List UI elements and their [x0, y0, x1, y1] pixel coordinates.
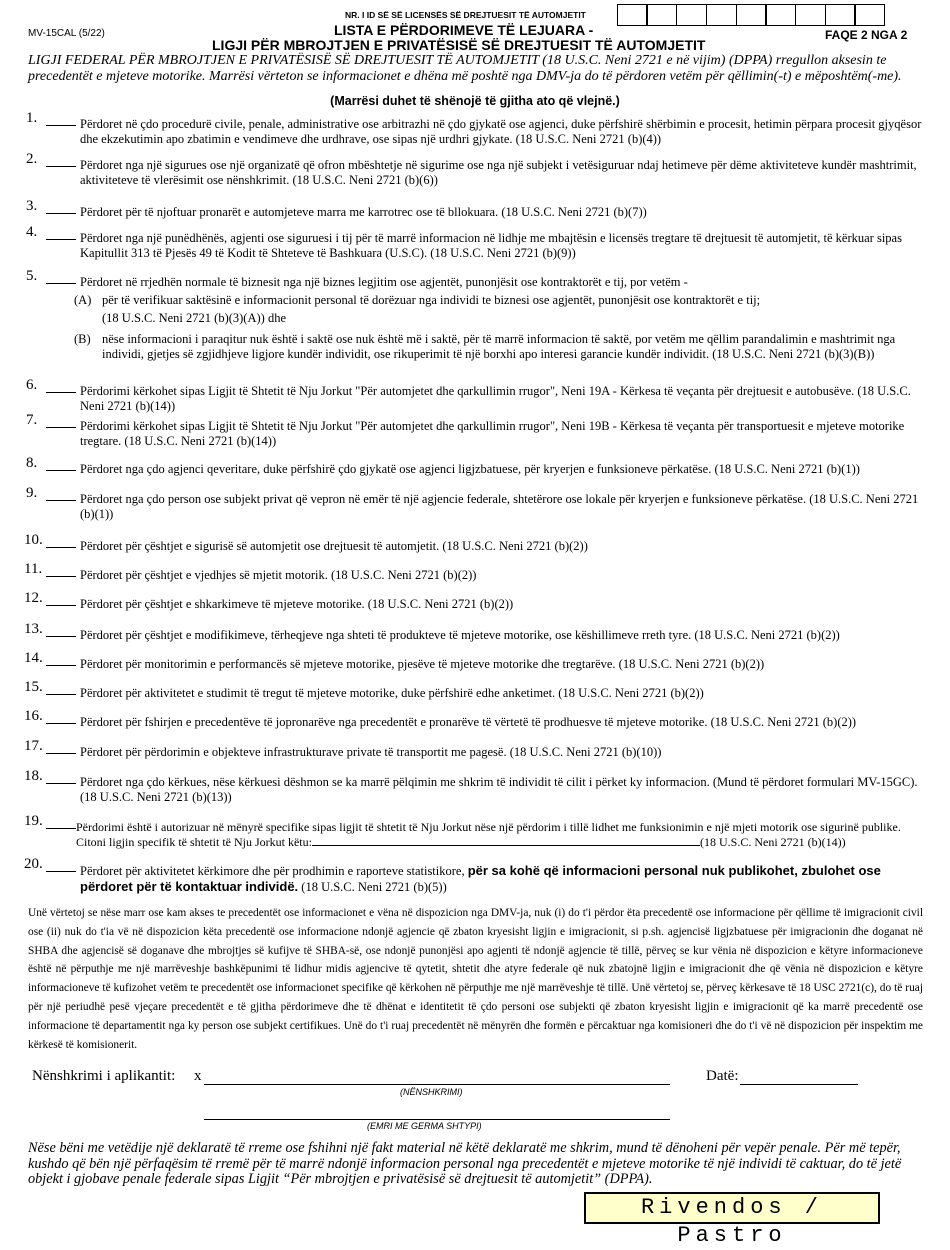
check-line[interactable] [46, 871, 76, 872]
check-line[interactable] [46, 753, 76, 754]
item-text: Përdoret nga çdo person ose subjekt privat që vepron në emër të një agjencie federale, shtetërore ose lokale për kryerjen e funksioneve përkatëse. (18 U.S.C. Neni 2721 (b)(1)) [80, 492, 919, 521]
certification-text: Unë vërtetoj se nëse marr ose kam akses te precedentët ose informacionet e vëna në dispozicion nga DMV-ja, nuk (i) do t'i përdor ëta precedentë ose informacione për qëllime të imigracionit civil ose (ii) nuk do t'ia vë në dispozicion këta precedentë ose informacione ndonjë agjencie që zbaton kryesisht ligjin e imigracionit, si p.sh. agjencisë ligjzbatuese për imigracionin dhe doganat në SHBA dhe agjencisë së doganave dhe mbrojtjes së kufijve të SHBA-së, ose ndonjë punonjësi apo agjenti të ndonjë agjencie të tillë, përveç se kur vënia në dispozicion e këtyre informacioneve është në përputhje me një marrëveshje bashkëpunimi të lidhur midis agjencive të qytetit, shtetit dhe atyre federale që nuk zbatojnë ligjin e imigracionit dhe që vënia në dispozicion e këtyre informacioneve të kufizohet vetëm te precedentët ose informacionet specifike që kërkohen në përputhje me një marrëveshje të tillë. Unë vërtetoj se, përveç kërkesave të 18 USC 2721(c), do të ruaj për një periudhë pesë vjeçare precedentët e të gjitha përdorimeve dhe të dhënat e identitetit të çdo personi ose subjekti që zbaton kryesisht ligjin e imigracionit që ka marrë precedentë ose informacione të departamentit nga ky person ose subjekt certifikues. Unë do t'i ruaj precedentët në mënyrën dhe formën e përcaktuar nga komisioneri dhe do t'i vë në dispozicion për inspektim me kërkesë të komisionerit. [28, 907, 923, 1051]
permitted-use-item [24, 590, 926, 612]
permitted-use-item [24, 561, 926, 583]
check-line[interactable] [46, 694, 76, 695]
license-id-box[interactable] [706, 4, 737, 26]
license-id-box[interactable] [765, 4, 796, 26]
signature-label: Nënshkrimi i aplikantit: [32, 1068, 176, 1084]
item-text [76, 820, 926, 849]
check-line[interactable] [46, 166, 76, 167]
item-number: 7. [26, 412, 38, 428]
permitted-use-item [26, 455, 926, 477]
license-id-box[interactable] [854, 4, 885, 26]
check-line[interactable] [46, 547, 76, 548]
subitem-a [74, 293, 926, 326]
check-line[interactable] [46, 605, 76, 606]
check-line[interactable] [46, 828, 76, 829]
printed-name-caption: (EMRI ME GERMA SHTYPI) [367, 1121, 482, 1131]
item-20-bold-text: për sa kohë që informacioni personal nuk publikohet, zbulohet ose përdoret për të kontaktuar individë. [80, 863, 881, 894]
state-law-citation-field[interactable] [312, 835, 700, 846]
check-line[interactable] [46, 470, 76, 471]
check-line[interactable] [46, 723, 76, 724]
permitted-use-item [26, 110, 926, 147]
item-number: 14. [24, 650, 43, 666]
license-id-boxes[interactable] [618, 4, 885, 26]
item-number: 1. [26, 110, 38, 126]
item-number: 17. [24, 738, 43, 754]
signature-x-mark: x [194, 1068, 202, 1084]
subitem-label: (B) [74, 332, 91, 346]
check-line[interactable] [46, 427, 76, 428]
check-line[interactable] [46, 392, 76, 393]
check-line[interactable] [46, 125, 76, 126]
item-number: 13. [24, 621, 43, 637]
item-number: 11. [24, 561, 43, 577]
item-20-citation: (18 U.S.C. Neni 2721 (b)(5)) [301, 880, 447, 894]
license-id-box[interactable] [736, 4, 767, 26]
item-text: Përdoret për fshirjen e precedentëve të jopronarëve nga precedentët e pronarëve të vërtetë të prodhuesve të mjeteve motorike. (18 U.S.C. Neni 2721 (b)(2)) [80, 715, 857, 729]
permitted-use-item [26, 412, 926, 449]
permitted-use-item [26, 485, 926, 522]
item-text: Përdoret për çështjet e sigurisë së automjetit ose drejtuesit të automjetit. (18 U.S.C. Neni 2721 (b)(2)) [80, 539, 588, 553]
item-number: 6. [26, 377, 38, 393]
item-number: 10. [24, 532, 43, 548]
intro-text: LIGJI FEDERAL PËR MBROJTJEN E PRIVATËSISË SË DREJTUESIT TË AUTOMJETIT (18 U.S.C. Neni 2721 e në vijim) (DPPA) rregullon aksesin te precedentët e mjeteve motorike. Marrësi vërteton se informacionet e dhëna më poshtë nga DMV-ja do të përdoren vetëm për qëllimin(-t) e mëposhtëm(-me). [28, 53, 902, 84]
check-line[interactable] [46, 576, 76, 577]
check-line[interactable] [46, 783, 76, 784]
permitted-use-item [24, 738, 926, 760]
penalty-warning: Nëse bëni me vetëdije një deklaratë të rreme ose fshihni një fakt material në këtë deklaratë me shkrim, mund të dënoheni për vepër penale. Për më tepër, kushdo që bën një përfaqësim të rremë për të marrë ndonjë informacion personal nga precedentët e mjeteve motorike të një individi të caktuar, do të jetë objekt i gjobave penale federale sipas Ligjit “Për mbrojtjen e privatësisë së drejtuesit të automjetit” (DPPA). [28, 1140, 902, 1187]
check-line[interactable] [46, 500, 76, 501]
form-title-line2: LIGJI PËR MBROJTJEN E PRIVATËSISË SË DREJTUESIT TË AUTOMJETIT [212, 37, 706, 53]
item-number: 9. [26, 485, 38, 501]
permitted-use-item [26, 151, 926, 188]
item-number: 16. [24, 708, 43, 724]
item-text: Përdoret për monitorimin e performancës së mjeteve motorike, pjesëve të mjeteve motorike dhe tregtarëve. (18 U.S.C. Neni 2721 (b)(2)) [80, 657, 765, 671]
item-text: Përdorimi kërkohet sipas Ligjit të Shtetit të Nju Jorkut "Për automjetet dhe qarkullimin rrugor", Neni 19B - Kërkesa të veçanta për transportuesit e mjeteve motorike tregtare. (18 U.S.C. Neni 2721 (b)(14)) [80, 419, 905, 448]
form-title-line1: LISTA E PËRDORIMEVE TË LEJUARA - [334, 22, 594, 38]
signature-field[interactable] [204, 1084, 670, 1085]
item-number: 20. [24, 856, 43, 872]
item-text: Përdoret për çështjet e shkarkimeve të mjeteve motorike. (18 U.S.C. Neni 2721 (b)(2)) [80, 597, 514, 611]
item-number: 4. [26, 224, 38, 240]
permitted-use-item [26, 377, 926, 414]
license-id-box[interactable] [617, 4, 648, 26]
permitted-use-item [26, 268, 926, 362]
check-line[interactable] [46, 636, 76, 637]
permitted-use-item [24, 708, 926, 730]
item-text: Përdoret për çështjet e vjedhjes së mjetit motorik. (18 U.S.C. Neni 2721 (b)(2)) [80, 568, 477, 582]
permitted-use-item [24, 532, 926, 554]
printed-name-field[interactable] [204, 1119, 670, 1120]
item-text: Përdoret nga një punëdhënës, agjenti ose siguruesi i tij për të marrë informacion në lidhje me mbajtësin e licensës tregtare të drejtuesit të automjetit, të kërkuar sipas Kapitullit 313 të Pjesës 49 të Kodit të Shteteve të Bashkuara (U.S.C). (18 U.S.C. Neni 2721 (b)(9)) [80, 231, 902, 260]
permitted-use-item [24, 650, 926, 672]
permitted-use-item [26, 224, 926, 261]
item-text: Përdoret nga çdo kërkues, nëse kërkuesi dëshmon se ka marrë pëlqimin me shkrim të individit të cilit i përket ky informacion. (Mund të përdoret formulari MV-15GC). (18 U.S.C. Neni 2721 (b)(13)) [80, 775, 918, 804]
item-text: Përdoret për të njoftuar pronarët e automjeteve marra me karrotrec ose të bllokuara. (18 U.S.C. Neni 2721 (b)(7)) [80, 205, 647, 219]
subitem-b-text: nëse informacioni i paraqitur nuk është i saktë ose nuk është më i saktë, për të marrë informacion të saktë, por vetëm me qëllim parandalimin e mashtrimit nga individi, gjetjes së zgjidhjeve ligjore kundër individit, ose rikuperimit të një borxhi apo interesi garancie kundër individit. (18 U.S.C. Neni 2721 (b)(3)(B)) [102, 332, 896, 361]
item-text: Përdoret për çështjet e modifikimeve, tërheqjeve nga shteti të produkteve të mjeteve motorike, ose këshillimeve rreth tyre. (18 U.S.C. Neni 2721 (b)(2)) [80, 628, 840, 642]
item-text: Përdoret në çdo procedurë civile, penale, administrative ose arbitrazhi në çdo gjykatë ose agjenci, duke përfshirë shërbimin e procesit, hetimin përpara procesit gjyqësor dhe ekzekutimin apo zbatimin e vendimeve dhe urdhrave, ose sipas një urdhri gjykate. (18 U.S.C. Neni 2721 (b)(4)) [80, 117, 922, 146]
check-line[interactable] [46, 665, 76, 666]
permitted-use-item [24, 856, 926, 895]
permitted-use-item [24, 813, 926, 849]
item-text: Përdoret për përdorimin e objekteve infrastrukturave private të transportit me pagesë. (18 U.S.C. Neni 2721 (b)(10)) [80, 745, 662, 759]
item-text [80, 863, 926, 895]
page-number: FAQE 2 NGA 2 [825, 28, 908, 42]
license-id-box[interactable] [795, 4, 826, 26]
item-19-text: Përdorimi është i autorizuar në mënyrë specifike sipas ligjit të shtetit të Nju Jorkut nëse një përdorim i tillë lidhet me funksionimin e një mjeti motorik ose sigurinë publike. Citoni ligjin specifik të shtetit të Nju Jorkut këtu: [76, 820, 901, 849]
item-text: Përdorimi kërkohet sipas Ligjit të Shtetit të Nju Jorkut "Për automjetet dhe qarkullimin rrugor", Neni 19A - Kërkesa të veçanta për drejtuesit e autobusëve. (18 U.S.C. Neni 2721 (b)(14)) [80, 384, 911, 413]
check-line[interactable] [46, 283, 76, 284]
subitem-label: (A) [74, 293, 92, 307]
permitted-use-item [24, 621, 926, 643]
form-code: MV-15CAL (5/22) [28, 28, 105, 39]
item-text: Përdoret për aktivitetet e studimit të tregut të mjeteve motorike, duke përfshirë edhe anketimet. (18 U.S.C. Neni 2721 (b)(2)) [80, 686, 704, 700]
item-number: 15. [24, 679, 43, 695]
permitted-use-item [24, 768, 926, 805]
item-text: Përdoret në rrjedhën normale të biznesit nga një biznes legjitim ose agjentët, punonjësit ose kontraktorët e tij, por vetëm - [80, 275, 688, 289]
signature-caption: (NËNSHKRIMI) [400, 1087, 463, 1097]
check-line[interactable] [46, 239, 76, 240]
subitem-b [74, 332, 926, 362]
permitted-use-item [26, 198, 926, 220]
date-label: Datë: [706, 1068, 739, 1084]
item-text: Përdoret nga çdo agjenci qeveritare, duke përfshirë çdo gjykatë ose agjenci ligjzbatuese, për kryerjen e funksioneve përkatëse. (18 U.S.C. Neni 2721 (b)(1)) [80, 462, 860, 476]
check-line[interactable] [46, 213, 76, 214]
reset-clear-button[interactable]: Rivendos / Pastro [584, 1192, 880, 1224]
item-number: 18. [24, 768, 43, 784]
item-text: Përdoret nga një sigurues ose një organizatë që ofron mbështetje në sigurime ose nga një subjekt i vetësiguruar ndaj hetimeve për dëme aktiviteteve kundër mashtrimit, aktiviteteve të vlerësimit ose nënshkrimit. (18 U.S.C. Neni 2721 (b)(6)) [80, 158, 917, 187]
subitem-a-line1: për të verifikuar saktësinë e informacionit personal të dorëzuar nga individi te biznesi ose agjentët, punonjësit ose kontraktorët e tij; [102, 293, 761, 307]
item-number: 3. [26, 198, 38, 214]
item-number: 19. [24, 813, 43, 829]
permitted-use-item [24, 679, 926, 701]
license-id-label: NR. I ID SË SË LICENSËS SË DREJTUESIT TË AUTOMJETIT [345, 10, 586, 20]
item-number: 2. [26, 151, 38, 167]
subitem-a-line2: (18 U.S.C. Neni 2721 (b)(3)(A)) dhe [102, 311, 286, 325]
item-number: 8. [26, 455, 38, 471]
license-id-box[interactable] [825, 4, 856, 26]
license-id-box[interactable] [646, 4, 677, 26]
item-19-citation: (18 U.S.C. Neni 2721 (b)(14)) [699, 834, 846, 849]
item-20-text: Përdoret për aktivitetet kërkimore dhe për prodhimin e raporteve statistikore, [80, 864, 465, 878]
license-id-box[interactable] [676, 4, 707, 26]
mark-all-note: (Marrësi duhet të shënojë të gjitha ato që vlejnë.) [330, 94, 620, 108]
date-field[interactable] [740, 1084, 858, 1085]
item-number: 5. [26, 268, 38, 284]
item-number: 12. [24, 590, 43, 606]
